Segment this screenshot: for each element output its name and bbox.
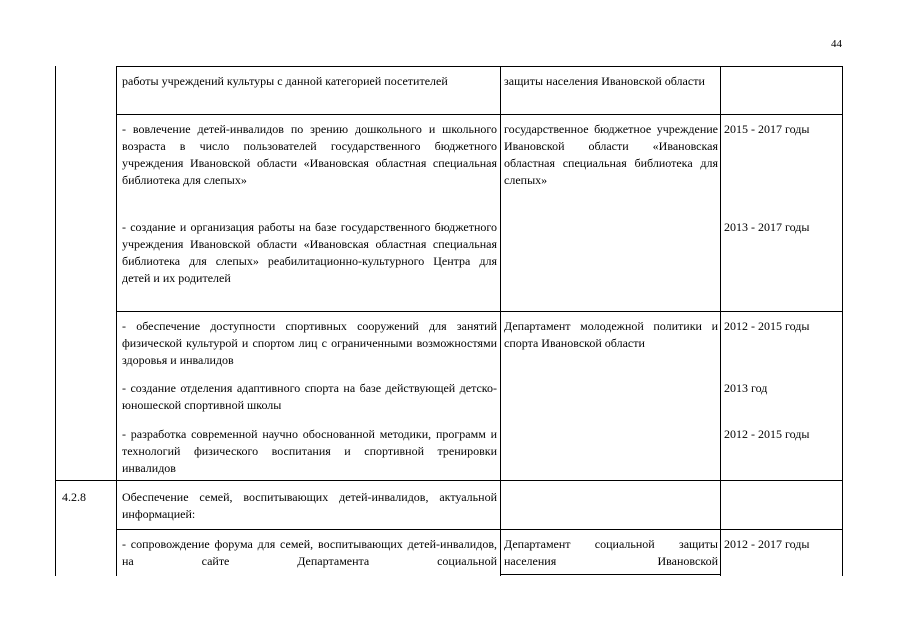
table-row-divider bbox=[116, 66, 843, 67]
table-cell-executor: защиты населения Ивановской области bbox=[504, 74, 705, 88]
table-cell-description: - обеспечение доступности спортивных сооружений для занятий физической культурой и спортом лиц с ограниченными возможностями здоровья и инвалидов bbox=[122, 319, 497, 367]
table-col-divider-1 bbox=[116, 66, 117, 576]
table-cell-term: 2013 год bbox=[724, 381, 768, 395]
table-cell-number: 4.2.8 bbox=[62, 490, 86, 504]
table-cell-executor: Департамент молодежной политики и спорта Ивановской области bbox=[504, 319, 718, 350]
table-col-divider-3 bbox=[720, 66, 721, 576]
table-cell-description: - сопровождение форума для семей, воспитывающих детей-инвалидов, на сайте Департамента социальной bbox=[122, 537, 497, 568]
table-cell-term: 2015 - 2017 годы bbox=[724, 122, 810, 136]
table-cell-term: 2013 - 2017 годы bbox=[724, 220, 810, 234]
table-border-left bbox=[55, 66, 56, 576]
table-row-divider bbox=[116, 529, 843, 530]
table-cell-description: - создание и организация работы на базе государственного бюджетного учреждения Ивановской области «Ивановская областная специальная библиотека для слепых» реабилитационно-культурного Центра для детей и их родителей bbox=[122, 220, 497, 285]
table-row-divider bbox=[116, 311, 843, 312]
page-number: 44 bbox=[831, 38, 842, 50]
table-cell-description: работы учреждений культуры с данной категорией посетителей bbox=[122, 74, 448, 88]
table-cell-description: - разработка современной научно обоснованной методики, программ и технологий физического воспитания и спортивной тренировки инвалидов bbox=[122, 427, 497, 475]
table-col-divider-2 bbox=[500, 66, 501, 576]
table-cell-executor: Департамент социальной защиты населения Ивановской bbox=[504, 537, 718, 568]
table-cell-bottom-border bbox=[500, 574, 721, 575]
table-cell-description: - создание отделения адаптивного спорта на базе действующей детско-юношеской спортивной школы bbox=[122, 381, 497, 412]
table-row-divider bbox=[55, 480, 843, 481]
table-row-divider bbox=[116, 114, 843, 115]
table-cell-executor: государственное бюджетное учреждение Ивановской области «Ивановская областная специальная библиотека для слепых» bbox=[504, 122, 718, 187]
table-cell-description: - вовлечение детей-инвалидов по зрению дошкольного и школьного возраста в число пользователей государственного бюджетного учреждения Ивановской области «Ивановская областная специальная библиотека для слепых» bbox=[122, 122, 497, 187]
table-cell-description: Обеспечение семей, воспитывающих детей-инвалидов, актуальной информацией: bbox=[122, 490, 497, 521]
table-border-right bbox=[842, 66, 843, 576]
table-cell-term: 2012 - 2015 годы bbox=[724, 319, 810, 333]
table-cell-term: 2012 - 2015 годы bbox=[724, 427, 810, 441]
table-cell-term: 2012 - 2017 годы bbox=[724, 537, 810, 551]
